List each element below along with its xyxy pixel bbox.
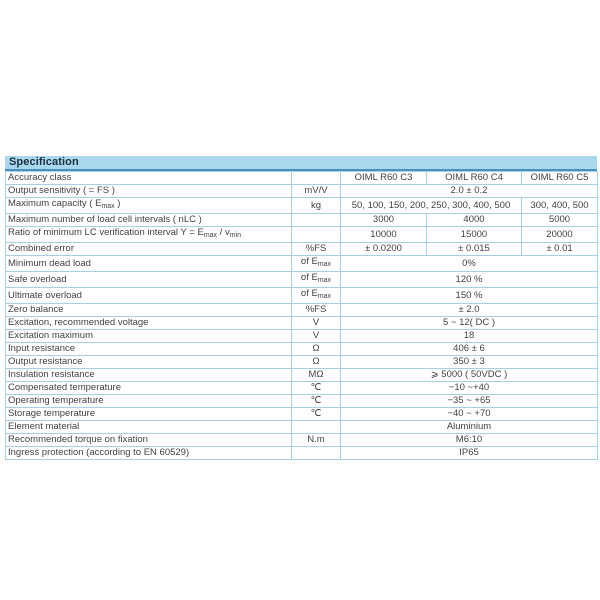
table-row	[6, 317, 598, 330]
spec-label-cell: Ultimate overload	[6, 288, 292, 304]
table-row	[6, 343, 598, 356]
unit-cell: mV/V	[292, 185, 341, 198]
table-row	[6, 382, 598, 395]
unit-cell: of $E_{max}$	[292, 288, 341, 304]
value-cell: 350 ± 3	[341, 356, 598, 369]
value-cell: 0%	[341, 256, 598, 272]
value-cell: −10 ~+40	[341, 382, 598, 395]
spec-label-cell: Output sensitivity ( = FS )	[6, 185, 292, 198]
unit-cell: %FS	[292, 304, 341, 317]
unit-cell: Ω	[292, 356, 341, 369]
value-cell: OIML R60 C3	[341, 172, 427, 185]
value-cell: 18	[341, 330, 598, 343]
spec-label-cell: Element material	[6, 421, 292, 434]
spec-label-cell: Minimum dead load	[6, 256, 292, 272]
value-cell: Aluminium	[341, 421, 598, 434]
value-cell: 20000	[522, 227, 598, 243]
value-cell: IP65	[341, 447, 598, 460]
spec-label-cell: Safe overload	[6, 272, 292, 288]
table-row	[6, 243, 598, 256]
spec-label-cell: Excitation maximum	[6, 330, 292, 343]
unit-cell: MΩ	[292, 369, 341, 382]
table-row	[6, 256, 598, 272]
unit-cell	[292, 447, 341, 460]
unit-cell: %FS	[292, 243, 341, 256]
unit-cell	[292, 172, 341, 185]
unit-cell: of $E_{max}$	[292, 272, 341, 288]
subscript-text: max	[317, 261, 332, 268]
value-cell: 4000	[427, 214, 522, 227]
value-cell: 5000	[522, 214, 598, 227]
table-row	[6, 288, 598, 304]
value-cell: OIML R60 C5	[522, 172, 598, 185]
subscript-text: max	[203, 232, 218, 239]
value-cell: ± 0.015	[427, 243, 522, 256]
table-row	[6, 214, 598, 227]
spec-label-cell: Recommended torque on fixation	[6, 434, 292, 447]
unit-cell: Ω	[292, 343, 341, 356]
table-row	[6, 447, 598, 460]
unit-cell: N.m	[292, 434, 341, 447]
table-row	[6, 421, 598, 434]
table-row	[6, 356, 598, 369]
value-cell: −35 ~ +65	[341, 395, 598, 408]
subscript-text: max	[317, 277, 332, 284]
subscript-text: min	[229, 232, 241, 239]
value-cell: 15000	[427, 227, 522, 243]
spec-label-cell: Operating temperature	[6, 395, 292, 408]
value-cell: OIML R60 C4	[427, 172, 522, 185]
table-row	[6, 395, 598, 408]
spec-label-cell: Maximum number of load cell intervals ( nLC )	[6, 214, 292, 227]
value-cell: 150 %	[341, 288, 598, 304]
unit-cell	[292, 421, 341, 434]
spec-label-cell: Zero balance	[6, 304, 292, 317]
spec-label-cell: Compensated temperature	[6, 382, 292, 395]
value-cell: 300, 400, 500	[522, 198, 598, 214]
section-title: Specification	[5, 156, 597, 171]
spec-label-cell: Maximum capacity ( $E_{max}$ )	[6, 198, 292, 214]
unit-cell: V	[292, 330, 341, 343]
table-row	[6, 185, 598, 198]
subscript-text: max	[101, 203, 115, 210]
table-row	[6, 304, 598, 317]
table-row	[6, 434, 598, 447]
table-row	[6, 369, 598, 382]
specification-table	[5, 171, 598, 460]
value-cell: 406 ± 6	[341, 343, 598, 356]
subscript-text: max	[317, 293, 332, 300]
spec-label-cell: Ratio of minimum LC verification interval $Y = E_{max} / v_{min}$	[6, 227, 292, 243]
unit-cell	[292, 227, 341, 243]
unit-cell: V	[292, 317, 341, 330]
unit-cell: ℃	[292, 408, 341, 421]
unit-cell: of $E_{max}$	[292, 256, 341, 272]
table-row	[6, 227, 598, 243]
value-cell: 120 %	[341, 272, 598, 288]
value-cell: 10000	[341, 227, 427, 243]
value-cell: ± 2.0	[341, 304, 598, 317]
table-row	[6, 330, 598, 343]
table-row	[6, 408, 598, 421]
value-cell: 5 ~ 12( DC )	[341, 317, 598, 330]
spec-label-cell: Ingress protection (according to EN 60529)	[6, 447, 292, 460]
spec-label-cell: Storage temperature	[6, 408, 292, 421]
unit-cell: ℃	[292, 382, 341, 395]
value-cell: ± 0.01	[522, 243, 598, 256]
spec-label-cell: Insulation resistance	[6, 369, 292, 382]
spec-label-cell: Accuracy class	[6, 172, 292, 185]
table-row	[6, 272, 598, 288]
value-cell: 2.0 ± 0.2	[341, 185, 598, 198]
specification-section	[5, 156, 597, 460]
value-cell: ⩾ 5000 ( 50VDC )	[341, 369, 598, 382]
spec-label-cell: Input resistance	[6, 343, 292, 356]
value-cell: 50, 100, 150, 200, 250, 300, 400, 500	[341, 198, 522, 214]
value-cell: −40 ~ +70	[341, 408, 598, 421]
table-row	[6, 198, 598, 214]
unit-cell: ℃	[292, 395, 341, 408]
value-cell: 3000	[341, 214, 427, 227]
unit-cell	[292, 214, 341, 227]
spec-label-cell: Output resistance	[6, 356, 292, 369]
value-cell: ± 0.0200	[341, 243, 427, 256]
table-row	[6, 172, 598, 185]
spec-label-cell: Excitation, recommended voltage	[6, 317, 292, 330]
value-cell: M6:10	[341, 434, 598, 447]
unit-cell: kg	[292, 198, 341, 214]
spec-label-cell: Combined error	[6, 243, 292, 256]
